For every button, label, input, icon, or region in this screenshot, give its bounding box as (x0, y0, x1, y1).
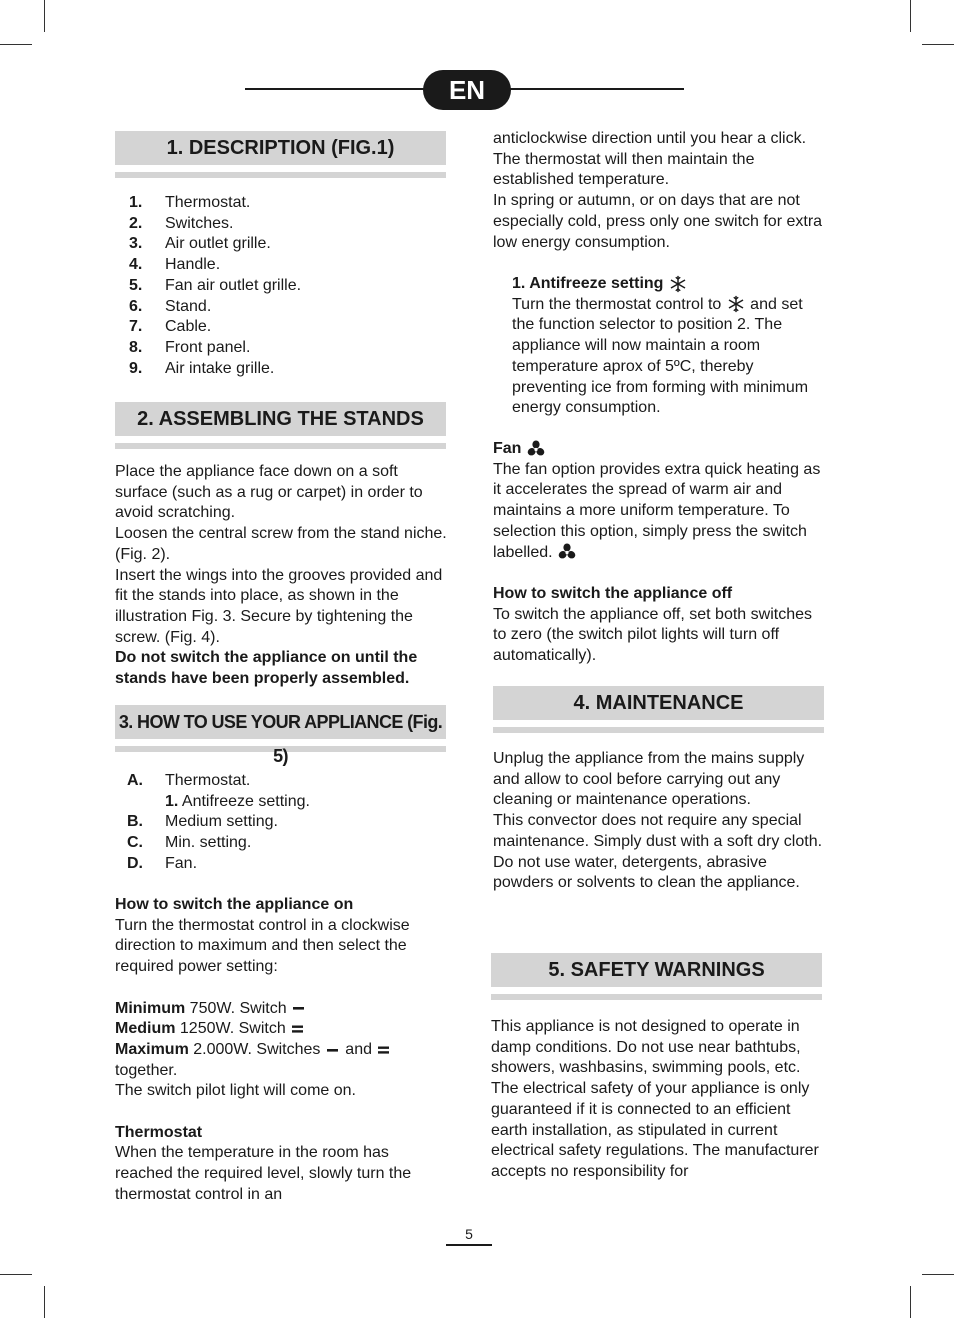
paragraph: Do not use water, detergents, abrasive powders or solvents to clean the appliance. (493, 853, 800, 892)
section-title: 3. HOW TO USE YOUR APPLIANCE (Fig. 5) (115, 705, 446, 739)
switch-on-section (115, 895, 447, 1206)
section-underline (493, 727, 824, 733)
section-header-assembling (115, 402, 446, 449)
paragraph: In spring or autumn, or on days that are not especially cold, press only one switch for extra low energy consumption. (493, 192, 823, 251)
list-item: 3. Air outlet grille. (129, 235, 271, 253)
description-list (129, 193, 301, 379)
section-header-maintenance (493, 686, 824, 733)
paragraph: The switch pilot light will come on. (115, 1082, 356, 1100)
paragraph: The electrical safety of your appliance is only guaranteed if it is connected to an efficient earth installation, as stipulated in current electrical safety regulations. The manufacturer accepts no responsibility for (491, 1080, 819, 1180)
section-title: 1. DESCRIPTION (FIG.1) (115, 131, 446, 165)
list-item: 1. Thermostat. (129, 194, 251, 211)
spacer (115, 978, 447, 999)
list-item: A. Thermostat. (127, 772, 251, 789)
spacer (115, 1102, 447, 1123)
minimum-line: Minimum 750W. Switch (115, 999, 447, 1020)
maintenance-text (493, 749, 825, 894)
section-underline (115, 172, 446, 178)
section-underline (115, 443, 446, 449)
fan-icon (526, 440, 546, 458)
subsection-title: Thermostat (115, 1123, 203, 1141)
section-header-usage (115, 705, 446, 766)
assembling-text (115, 462, 447, 690)
section-header-safety (491, 953, 822, 1000)
paragraph: When the temperature in the room has reached the required level, slowly turn the thermostat control in an (115, 1144, 412, 1203)
list-item: 9. Air intake grille. (129, 359, 275, 377)
crop-mark (44, 0, 45, 32)
paragraph: anticlockwise direction until you hear a click. The thermostat will then maintain the established temperature. (493, 130, 807, 189)
section-title: 4. MAINTENANCE (493, 686, 824, 720)
paragraph: together. (115, 1061, 178, 1079)
crop-mark (922, 44, 954, 45)
subsection-title: 1. Antifreeze setting (512, 274, 824, 295)
subsection-title: How to switch the appliance off (493, 584, 733, 602)
paragraph: Turn the thermostat control in a clockwise direction to maximum and then select the required power setting: (115, 916, 410, 976)
list-item: 8. Front panel. (129, 338, 251, 356)
fan-icon (557, 543, 577, 561)
paragraph: Place the appliance face down on a soft surface (such as a rug or carpet) in order to avoid scratching. (115, 463, 423, 522)
list-item: 7. Cable. (129, 318, 212, 336)
crop-mark (910, 0, 911, 32)
single-bar-switch-icon (291, 1002, 307, 1014)
subsection-title: How to switch the appliance on (115, 896, 354, 913)
crop-mark (922, 1274, 954, 1275)
crop-mark (0, 44, 32, 45)
header-rule-right (509, 88, 684, 90)
double-bar-switch-icon (376, 1044, 392, 1056)
snowflake-icon (726, 295, 746, 313)
section-underline (491, 994, 822, 1000)
list-item: D. Fan. (127, 854, 198, 872)
section-title: 5. SAFETY WARNINGS (491, 953, 822, 987)
snowflake-icon (668, 275, 688, 293)
paragraph: This convector does not require any special maintenance. Simply dust with a soft dry cloth. (493, 812, 823, 850)
double-bar-switch-icon (290, 1023, 306, 1035)
paragraph: Turn the thermostat control to and set the function selector to position 2. The appliance will now maintain a room temperature aprox of 5ºC, thereby preventing ice from forming with minimum energy consumption. (512, 295, 809, 417)
paragraph: The fan option provides extra quick heating as it accelerates the spread of warm air and maintains a more uniform temperature. To selection this option, simply press the switch labelled. (493, 460, 821, 561)
warning-paragraph: Do not switch the appliance on until the stands have been properly assembled. (115, 649, 418, 688)
page-number-rule (446, 1244, 492, 1246)
list-item: B. Medium setting. (127, 813, 278, 831)
thermostat-continued (493, 129, 825, 253)
section-header-description (115, 131, 446, 178)
language-badge: EN (423, 70, 511, 110)
list-item: 2. Switches. (129, 214, 234, 232)
list-item: 4. Handle. (129, 256, 221, 274)
list-item: C. Min. setting. (127, 834, 252, 852)
crop-mark (910, 1286, 911, 1318)
crop-mark (0, 1274, 32, 1275)
header-rule-left (245, 88, 425, 90)
list-item: 6. Stand. (129, 297, 212, 315)
subsection-title: Fan (493, 439, 825, 460)
list-item: 1. Antifreeze setting. (165, 792, 310, 810)
paragraph: Loosen the central screw from the stand niche. (Fig. 2). (115, 525, 447, 563)
antifreeze-section (512, 274, 824, 419)
paragraph: To switch the appliance off, set both switches to zero (the switch pilot lights will turn off automatically). (493, 605, 812, 665)
fan-section (493, 439, 825, 667)
safety-text (491, 1017, 823, 1183)
paragraph: Insert the wings into the grooves provided and fit the stands into place, as shown in the illustration Fig. 3. Secure by tightening the screw. (Fig. 4). (115, 566, 443, 646)
usage-list (127, 771, 310, 875)
medium-line: Medium 1250W. Switch (115, 1019, 447, 1040)
paragraph: Unplug the appliance from the mains supply and allow to cool before carrying out any cleaning or maintenance operations. (493, 750, 805, 809)
maximum-line: Maximum 2.000W. Switches and (115, 1040, 447, 1061)
spacer (493, 563, 825, 584)
page-number: 5 (465, 1226, 473, 1242)
paragraph: This appliance is not designed to operate in damp conditions. Do not use near bathtubs, showers, washbasins, swimming pools, etc. (491, 1018, 801, 1077)
single-bar-switch-icon (325, 1044, 341, 1056)
section-title: 2. ASSEMBLING THE STANDS (115, 402, 446, 436)
crop-mark (44, 1286, 45, 1318)
list-item: 5. Fan air outlet grille. (129, 276, 302, 294)
